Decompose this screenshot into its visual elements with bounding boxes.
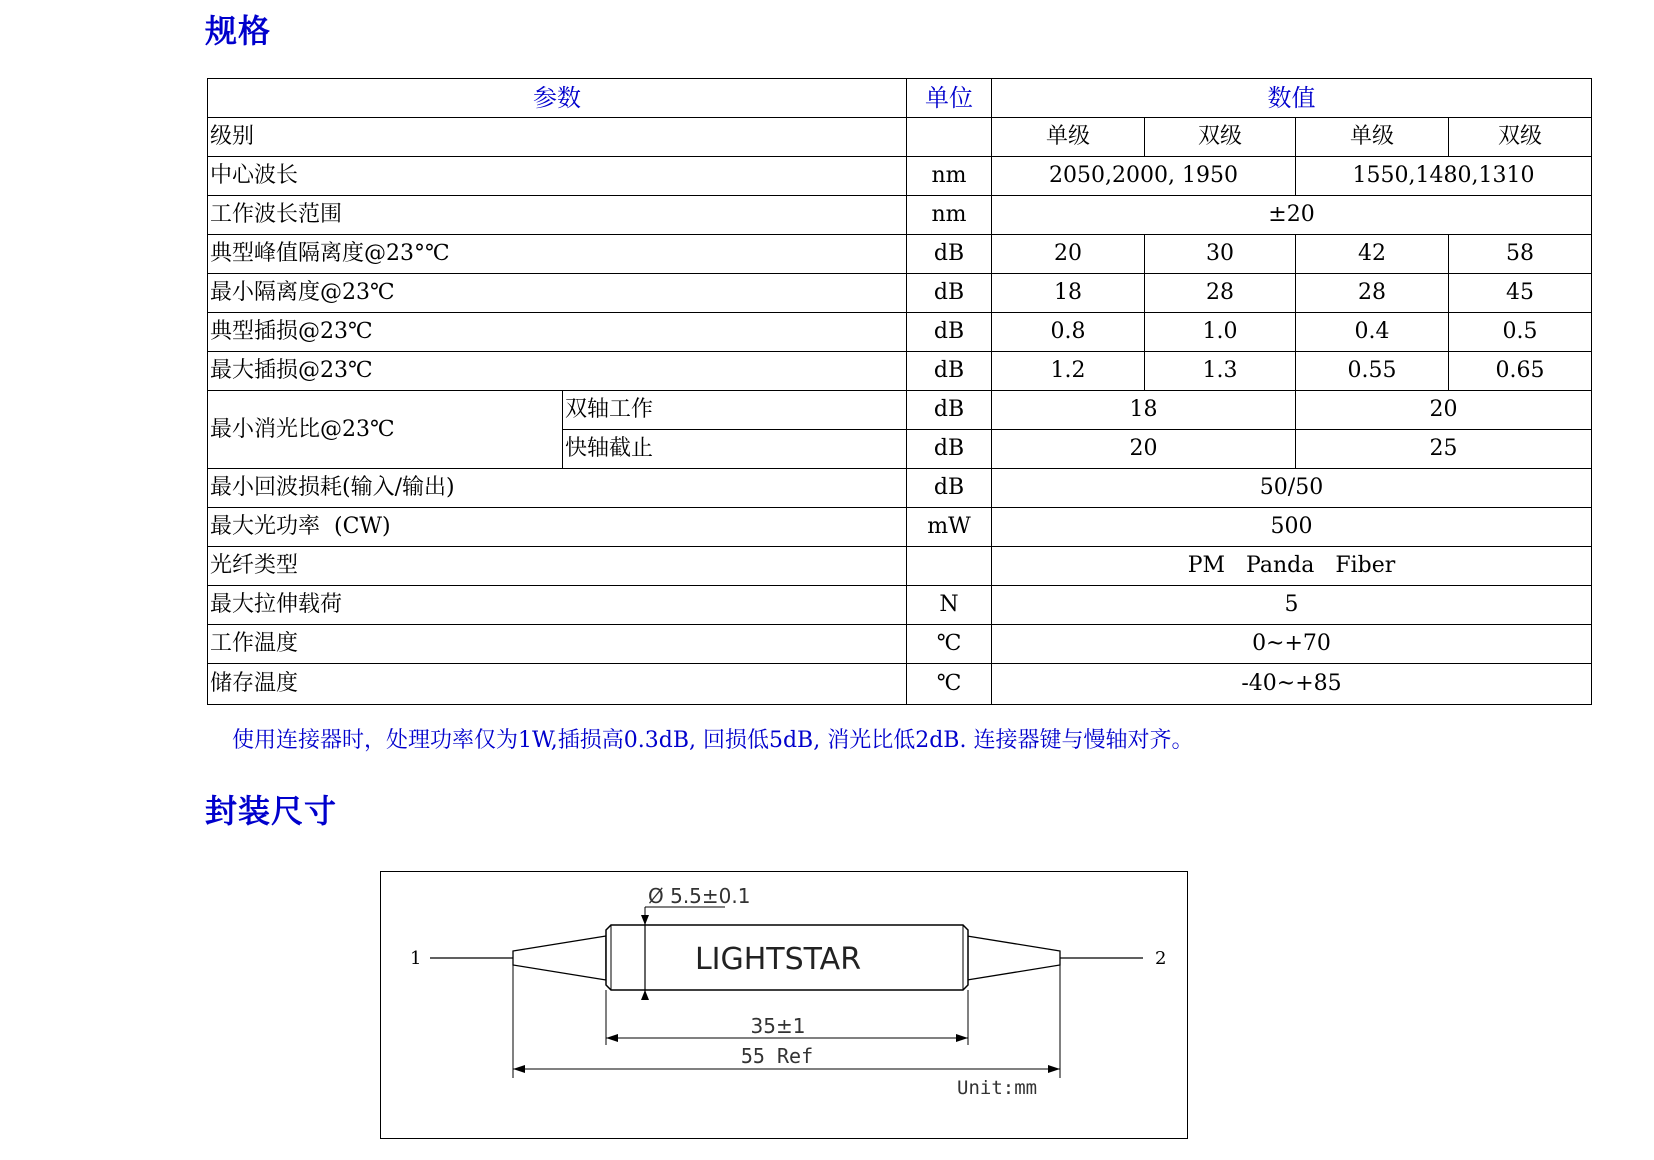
row-label: 最大插损@23℃ xyxy=(208,352,907,391)
grade-cell: 双级 xyxy=(1145,118,1296,157)
row-unit: mW xyxy=(907,508,992,547)
row-unit: dB xyxy=(907,313,992,352)
value-cell: 0.4 xyxy=(1296,313,1449,352)
brand-label: LIGHTSTAR xyxy=(694,942,862,977)
value-cell: ±20 xyxy=(992,196,1592,235)
value-cell: 18 xyxy=(992,391,1296,430)
body-length-label: 35±1 xyxy=(750,1014,806,1038)
diameter-label: Ø 5.5±0.1 xyxy=(648,884,751,908)
value-cell: 50/50 xyxy=(992,469,1592,508)
unit-label: Unit:mm xyxy=(957,1077,1038,1099)
row-label: 工作温度 xyxy=(208,625,907,664)
value-cell: 20 xyxy=(992,235,1145,274)
value-cell: 1.3 xyxy=(1145,352,1296,391)
grade-cell: 单级 xyxy=(1296,118,1449,157)
row-unit: ℃ xyxy=(907,664,992,705)
row-unit: dB xyxy=(907,469,992,508)
table-row-extinction-ratio-1 xyxy=(208,391,1592,430)
header-param: 参数 xyxy=(208,79,907,118)
table-row-bandwidth xyxy=(208,196,1592,235)
row-label: 最大拉伸载荷 xyxy=(208,586,907,625)
table-row-storage-temp xyxy=(208,664,1592,705)
value-cell: PM Panda Fiber xyxy=(992,547,1592,586)
value-cell: 25 xyxy=(1296,430,1592,469)
row-unit: N xyxy=(907,586,992,625)
drawing-frame xyxy=(381,872,1188,1139)
row-label: 工作波长范围 xyxy=(208,196,907,235)
grade-cell: 双级 xyxy=(1449,118,1592,157)
value-cell: 500 xyxy=(992,508,1592,547)
row-unit: nm xyxy=(907,157,992,196)
spec-table xyxy=(207,78,1592,705)
row-label: 中心波长 xyxy=(208,157,907,196)
grade-cell: 单级 xyxy=(992,118,1145,157)
value-cell: 0.55 xyxy=(1296,352,1449,391)
value-cell: 28 xyxy=(1296,274,1449,313)
value-cell: 0.8 xyxy=(992,313,1145,352)
table-row-grade xyxy=(208,118,1592,157)
header-value: 数值 xyxy=(992,79,1592,118)
value-cell: 45 xyxy=(1449,274,1592,313)
row-label: 最小消光比@23℃ xyxy=(208,391,563,469)
row-sublabel: 快轴截止 xyxy=(563,430,907,469)
value-cell: 1.0 xyxy=(1145,313,1296,352)
row-label: 级别 xyxy=(208,118,907,157)
port-in-label: 1 xyxy=(410,948,422,969)
total-length-label: 55 Ref xyxy=(740,1044,814,1068)
table-header-row xyxy=(208,79,1592,118)
table-row-return-loss xyxy=(208,469,1592,508)
value-cell: 42 xyxy=(1296,235,1449,274)
value-cell: -40~+85 xyxy=(992,664,1592,705)
row-unit: nm xyxy=(907,196,992,235)
table-row-operating-temp xyxy=(208,625,1592,664)
package-drawing xyxy=(380,871,1188,1139)
row-unit: dB xyxy=(907,391,992,430)
table-row-typ-insertion-loss xyxy=(208,313,1592,352)
row-unit: dB xyxy=(907,274,992,313)
row-sublabel: 双轴工作 xyxy=(563,391,907,430)
row-unit xyxy=(907,547,992,586)
header-unit: 单位 xyxy=(907,79,992,118)
value-cell: 58 xyxy=(1449,235,1592,274)
table-row-max-power xyxy=(208,508,1592,547)
row-label: 光纤类型 xyxy=(208,547,907,586)
value-cell: 28 xyxy=(1145,274,1296,313)
row-unit: ℃ xyxy=(907,625,992,664)
value-cell: 2050,2000, 1950 xyxy=(992,157,1296,196)
row-label: 典型插损@23℃ xyxy=(208,313,907,352)
value-cell: 0.5 xyxy=(1449,313,1592,352)
row-label: 最小隔离度@23℃ xyxy=(208,274,907,313)
value-cell: 0~+70 xyxy=(992,625,1592,664)
table-row-fiber-type xyxy=(208,547,1592,586)
value-cell: 20 xyxy=(992,430,1296,469)
port-out-label: 2 xyxy=(1155,948,1167,969)
package-section-title: 封装尺寸 xyxy=(205,792,338,830)
row-label: 典型峰值隔离度@23°℃ xyxy=(208,235,907,274)
spec-section-title: 规格 xyxy=(205,12,272,50)
value-cell: 20 xyxy=(1296,391,1592,430)
value-cell: 18 xyxy=(992,274,1145,313)
value-cell: 30 xyxy=(1145,235,1296,274)
row-unit: dB xyxy=(907,235,992,274)
row-label: 储存温度 xyxy=(208,664,907,705)
value-cell: 1.2 xyxy=(992,352,1145,391)
table-row-max-load xyxy=(208,586,1592,625)
row-label: 最小回波损耗(输入/输出) xyxy=(208,469,907,508)
row-unit: dB xyxy=(907,430,992,469)
value-cell: 5 xyxy=(992,586,1592,625)
value-cell: 0.65 xyxy=(1449,352,1592,391)
connector-note: 使用连接器时，处理功率仅为1W,插损高0.3dB, 回损低5dB, 消光比低2dB. 连接器键与慢轴对齐。 xyxy=(232,728,1194,753)
row-label: 最大光功率 (CW) xyxy=(208,508,907,547)
row-unit xyxy=(907,118,992,157)
table-row-max-insertion-loss xyxy=(208,352,1592,391)
row-unit: dB xyxy=(907,352,992,391)
value-cell: 1550,1480,1310 xyxy=(1296,157,1592,196)
table-row-center-wavelength xyxy=(208,157,1592,196)
table-row-peak-isolation xyxy=(208,235,1592,274)
table-row-min-isolation xyxy=(208,274,1592,313)
